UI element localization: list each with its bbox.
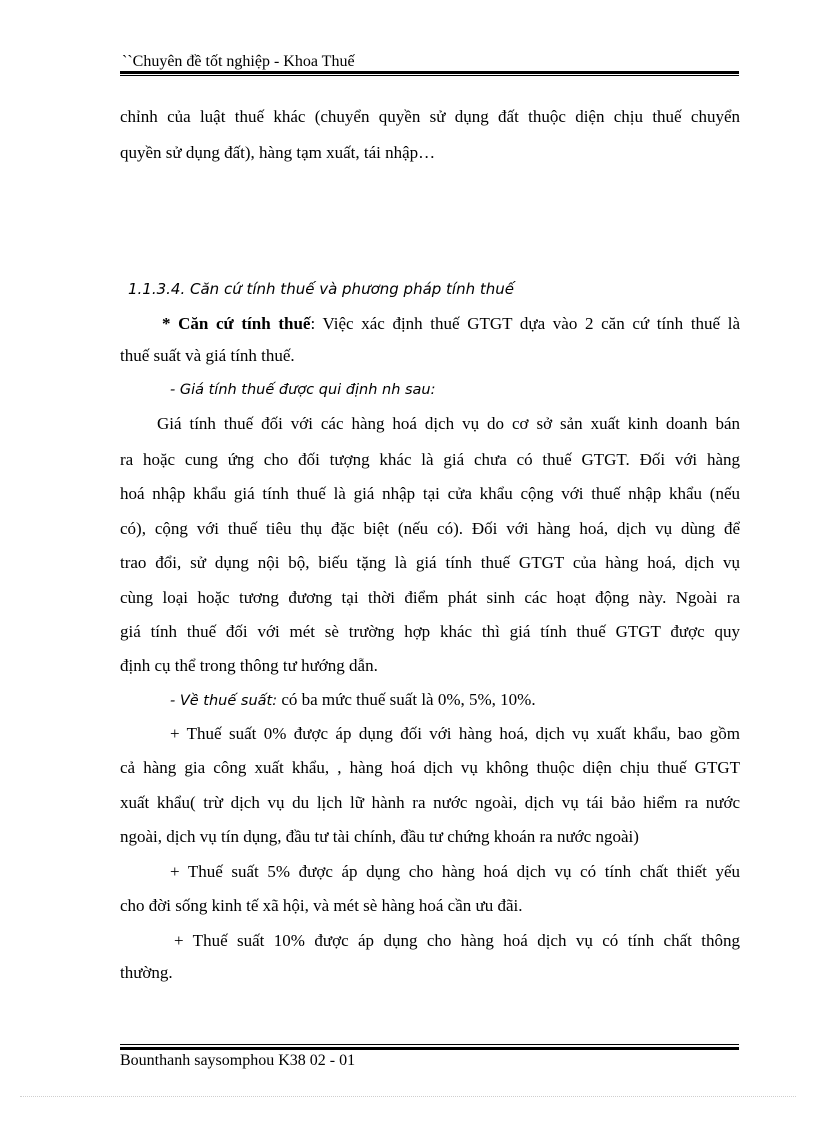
page-header-title: ``Chuyên đề tốt nghiệp - Khoa Thuế — [122, 53, 355, 70]
rate0-line-3: xuất khẩu( trừ dịch vụ du lịch lữ hành ra nước ngoài, dịch vụ tái bảo hiểm ra nước — [120, 793, 740, 812]
price-line-8: định cụ thể trong thông tư hướng dẫn. — [120, 656, 378, 675]
footer-author: Bounthanh saysomphou K38 02 - 01 — [120, 1052, 356, 1069]
header-rule-thick — [120, 71, 739, 74]
rate-intro-rest: có ba mức thuế suất là 0%, 5%, 10%. — [277, 690, 536, 709]
rate10-line-1: + Thuế suất 10% được áp dụng cho hàng hoá dịch vụ có tính chất thông — [174, 931, 740, 950]
intro-line-1: chỉnh của luật thuế khác (chuyển quyền sử dụng đất thuộc diện chịu thuế chuyển — [120, 107, 740, 126]
page-bottom-dotted-border — [20, 1096, 796, 1097]
price-line-7: giá tính thuế đối với mét sè trường hợp khác thì giá tính thuế GTGT được quy — [120, 622, 740, 641]
rate0-line-4: ngoài, dịch vụ tín dụng, đầu tư tài chính, đầu tư chứng khoán ra nước ngoài) — [120, 827, 639, 846]
header-rule-thin — [120, 75, 739, 76]
price-line-3: hoá nhập khẩu giá tính thuế là giá nhập tại cửa khẩu cộng với thuế nhập khẩu (nếu — [120, 484, 740, 503]
price-line-1: Giá tính thuế đối với các hàng hoá dịch vụ do cơ sở sản xuất kinh doanh bán — [157, 414, 740, 433]
basis-line-1 — [162, 313, 740, 335]
price-line-4: có), cộng với thuế tiêu thụ đặc biệt (nếu có). Đối với hàng hoá, dịch vụ dùng để — [120, 519, 740, 538]
price-line-2: ra hoặc cung ứng cho đối tượng khác là giá chưa có thuế GTGT. Đối với hàng — [120, 450, 740, 469]
rate-intro — [170, 689, 790, 712]
rate0-line-2: cả hàng gia công xuất khẩu, , hàng hoá dịch vụ không thuộc diện chịu thuế GTGT — [120, 758, 740, 777]
rate10-line-2: thường. — [120, 963, 173, 982]
basis-line-2: thuế suất và giá tính thuế. — [120, 346, 295, 365]
price-heading: - Giá tính thuế được qui định nh sau: — [170, 382, 436, 398]
basis-prefix: * — [162, 314, 179, 333]
section-heading: 1.1.3.4. Căn cứ tính thuế và phương pháp tính thuế — [128, 280, 515, 298]
rate5-line-2: cho đời sống kinh tế xã hội, và mét sè hàng hoá cần ưu đãi. — [120, 896, 523, 915]
rate5-line-1: + Thuế suất 5% được áp dụng cho hàng hoá dịch vụ có tính chất thiết yếu — [170, 862, 740, 881]
footer-rule-thin — [120, 1044, 739, 1045]
price-line-6: cùng loại hoặc tương đương tại thời điểm phát sinh các hoạt động này. Ngoài ra — [120, 588, 740, 607]
price-line-5: trao đổi, sử dụng nội bộ, biếu tặng là giá tính thuế GTGT của hàng hoá, dịch vụ — [120, 553, 740, 572]
rate0-line-1: + Thuế suất 0% được áp dụng đối với hàng hoá, dịch vụ xuất khẩu, bao gồm — [170, 724, 740, 743]
rate-intro-italic: - Về thuế suất: — [170, 693, 278, 709]
intro-line-2: quyền sử dụng đất), hàng tạm xuất, tái nhập… — [120, 143, 436, 162]
basis-rest: : Việc xác định thuế GTGT dựa vào 2 căn cứ tính thuế là — [310, 314, 740, 333]
footer-rule-thick — [120, 1047, 739, 1050]
basis-bold-label: Căn cứ tính thuế — [178, 314, 311, 333]
